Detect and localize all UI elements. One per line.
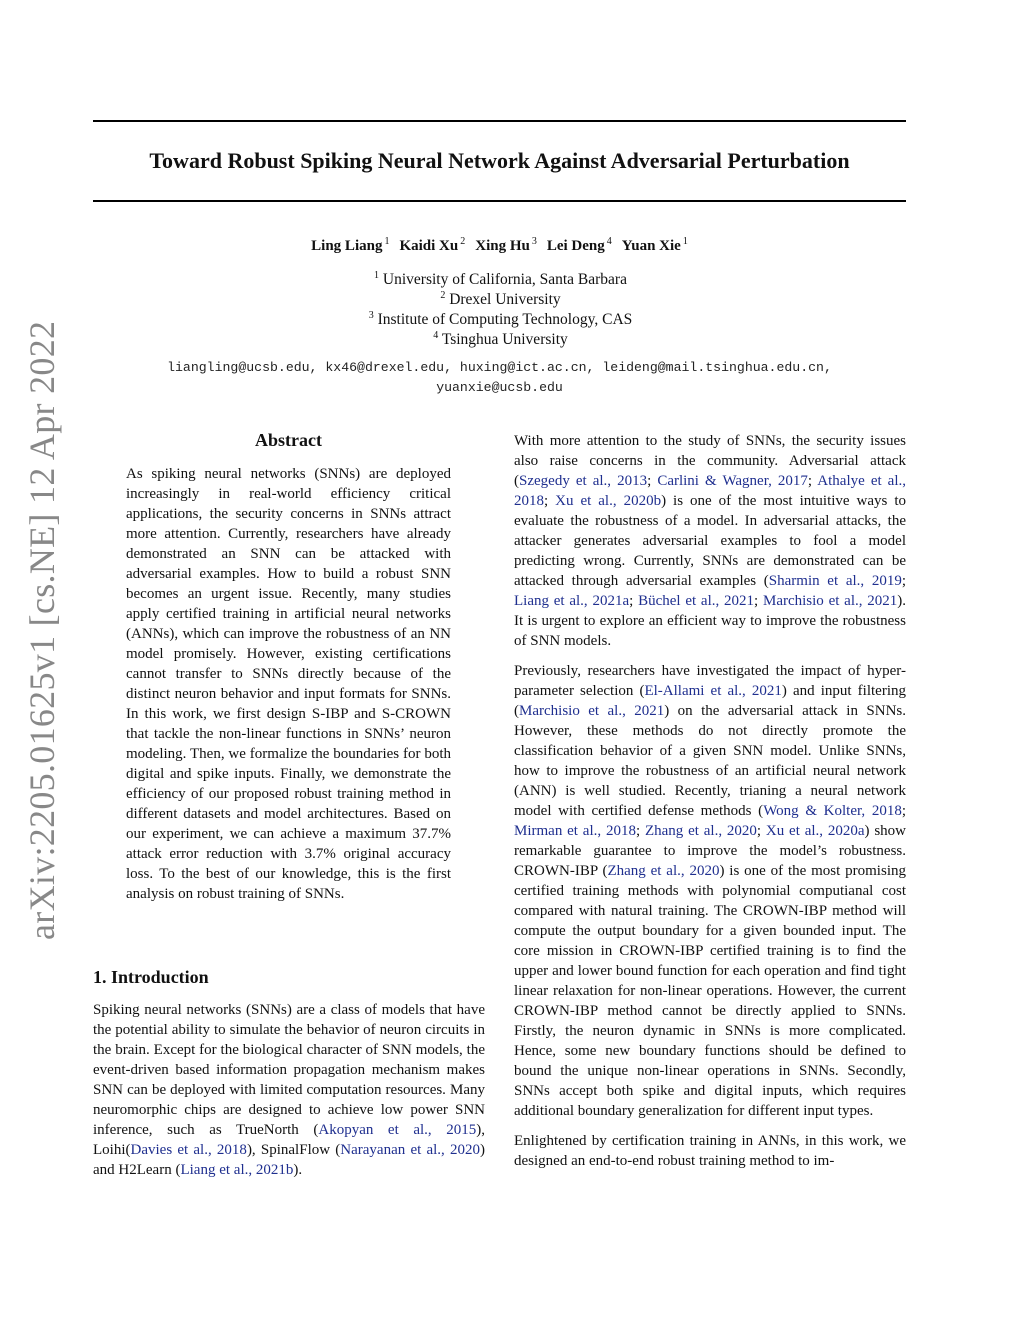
affiliation: $^4$ Tsinghua University: [433, 329, 568, 348]
author-affiliation-mark: 1: [682, 236, 688, 247]
right-column: [514, 431, 906, 1181]
citation-link[interactable]: Zhang et al., 2020: [607, 863, 720, 879]
affiliation-list: [93, 270, 906, 350]
author-affiliation-mark: 1: [384, 236, 390, 247]
author-name: Kaidi Xu $^2$: [399, 236, 466, 254]
title-bottom-rule: [93, 200, 906, 202]
affiliation: $^3$ Institute of Computing Technology, CAS: [368, 309, 633, 328]
paper-title: Toward Robust Spiking Neural Network Against Adversarial Perturbation: [149, 148, 850, 173]
introduction-paragraph-1: Spiking neural networks (SNNs) are a class of models that have the potential ability to simulate the behavior of neuron circuits in the brain. Except for the biological character of SNN models, the event-driven based information propagation mechanism makes SNN can be deployed with limited computation resources. Many neuromorphic chips are designed to achieve low power SNN inference, such as TrueNorth (Akopyan et al., 2015), Loihi(Davies et al., 2018), SpinalFlow (Narayanan et al., 2020) and H2Learn (Liang et al., 2021b).: [93, 1002, 486, 1178]
citation-link[interactable]: Davies et al., 2018: [130, 1142, 247, 1158]
author-name: Lei Deng $^4$: [546, 236, 612, 254]
citation-link[interactable]: Marchisio et al., 2021: [519, 703, 665, 719]
citation-link[interactable]: Marchisio et al., 2021: [762, 593, 898, 609]
citation-link[interactable]: Büchel et al., 2021: [638, 593, 755, 609]
arxiv-identifier: arXiv:2205.01625v1 [cs.NE] 12 Apr 2022: [22, 320, 62, 940]
citation-link[interactable]: Athalye et al., 2018: [514, 473, 907, 509]
citation-link[interactable]: Akopyan et al., 2015: [318, 1122, 477, 1138]
citation-link[interactable]: Carlini & Wagner, 2017: [657, 473, 808, 489]
abstract-body: As spiking neural networks (SNNs) are deployed increasingly in real-world efficiency critical applications, the security concerns in SNNs attract more attention. Currently, researchers have already demonstrated an SNN can be attacked with adversarial examples. How to build a robust SNN becomes an urgent issue. Recently, many studies apply certified training in artificial neural networks (ANNs), which can improve the robustness of an NN model promisely. However, existing certifications cannot transfer to SNNs directly because of the distinct neuron behavior and input formats for SNNs. In this work, we first design S-IBP and S-CROWN that tackle the non-linear functions in SNNs’ neuron modeling. Then, we formalize the boundaries for both digital and spike inputs. Finally, we demonstrate the efficiency of our proposed robust training method in different datasets and model architectures. Based on our experiment, we can achieve a maximum 37.7% attack error reduction with 3.7% original accuracy loss. To the best of our knowledge, this is the first analysis on robust training of SNNs.: [126, 466, 451, 902]
citation-link[interactable]: Liang et al., 2021b: [180, 1162, 294, 1178]
citation-link[interactable]: Mirman et al., 2018: [514, 823, 636, 839]
introduction-heading: 1. Introduction: [93, 967, 209, 987]
citation-link[interactable]: Wong & Kolter, 2018: [763, 803, 902, 819]
citation-link[interactable]: El-Allami et al., 2021: [644, 683, 782, 699]
author-name: Ling Liang $^1$: [311, 236, 390, 254]
author-name: Xing Hu $^3$: [475, 236, 537, 254]
affiliation: $^1$ University of California, Santa Barbara: [374, 269, 627, 288]
citation-link[interactable]: Xu et al., 2020a: [765, 823, 865, 839]
author-name: Yuan Xie $^1$: [621, 236, 688, 254]
author-list: [93, 236, 906, 256]
email-line-1: liangling@ucsb.edu, kx46@drexel.edu, huxing@ict.ac.cn, leideng@mail.tsinghua.edu.cn,: [167, 360, 832, 375]
citation-link[interactable]: Xu et al., 2020b: [555, 493, 662, 509]
citation-link[interactable]: Narayanan et al., 2020: [340, 1142, 481, 1158]
author-affiliation-mark: 2: [460, 236, 466, 247]
email-line-2: yuanxie@ucsb.edu: [436, 380, 563, 395]
author-affiliation-mark: 3: [531, 236, 537, 247]
introduction-paragraph-2: With more attention to the study of SNNs, the security issues also raise concerns in the community. Adversarial attack (Szegedy et al., 2013; Carlini & Wagner, 2017; Athalye et al., 2018; Xu et al., 2020b) is one of the most intuitive ways to evaluate the robustness of a model. In adversarial attacks, the attacker generates adversarial examples to fool a model predicting wrong. Currently, SNNs are demonstrated can be attacked through adversarial examples (Sharmin et al., 2019; Liang et al., 2021a; Büchel et al., 2021; Marchisio et al., 2021). It is urgent to explore an efficient way to improve the robustness of SNN models.: [514, 433, 907, 649]
citation-link[interactable]: Sharmin et al., 2019: [768, 573, 902, 589]
citation-link[interactable]: Zhang et al., 2020: [644, 823, 757, 839]
introduction-paragraph-4: Enlightened by certification training in ANNs, in this work, we designed an end-to-end robust training method to im-: [514, 1133, 906, 1169]
top-rule: [93, 120, 906, 122]
email-list: [93, 358, 906, 398]
author-affiliation-mark: 4: [606, 236, 612, 247]
citation-link[interactable]: Liang et al., 2021a: [514, 593, 630, 609]
introduction-paragraph-3: Previously, researchers have investigated the impact of hyper-parameter selection (El-Allami et al., 2021) and input filtering (Marchisio et al., 2021) on the adversarial attack in SNNs. However, these methods do not directly promote the classification behavior of a given SNN model. Unlike SNNs, how to improve the robustness of an artificial neural network (ANN) is well studied. Recently, trianing a neural network model with certified defense methods (Wong & Kolter, 2018; Mirman et al., 2018; Zhang et al., 2020; Xu et al., 2020a) show remarkable guarantee to improve the model’s robustness. CROWN-IBP (Zhang et al., 2020) is one of the most promising certified training methods with polynomial computianal cost compared with natural training. The CROWN-IBP method will compute the output boundary for a given bounded input. The core mission in CROWN-IBP certified training is to find the upper and lower bound function for each operation and find tight linear relaxation for non-linear operations. However, the current CROWN-IBP method cannot be directly applied to SNNs. Firstly, the neuron dynamic in SNNs is more complicated. Hence, some new boundary functions should be defined to bound the unique non-linear operations in SNNs. Secondly, SNNs accept both spike and digital inputs, which requires additional boundary generalization for different input types.: [514, 663, 907, 1119]
abstract-heading: Abstract: [255, 430, 322, 450]
affiliation: $^2$ Drexel University: [440, 289, 561, 308]
citation-link[interactable]: Szegedy et al., 2013: [519, 473, 648, 489]
